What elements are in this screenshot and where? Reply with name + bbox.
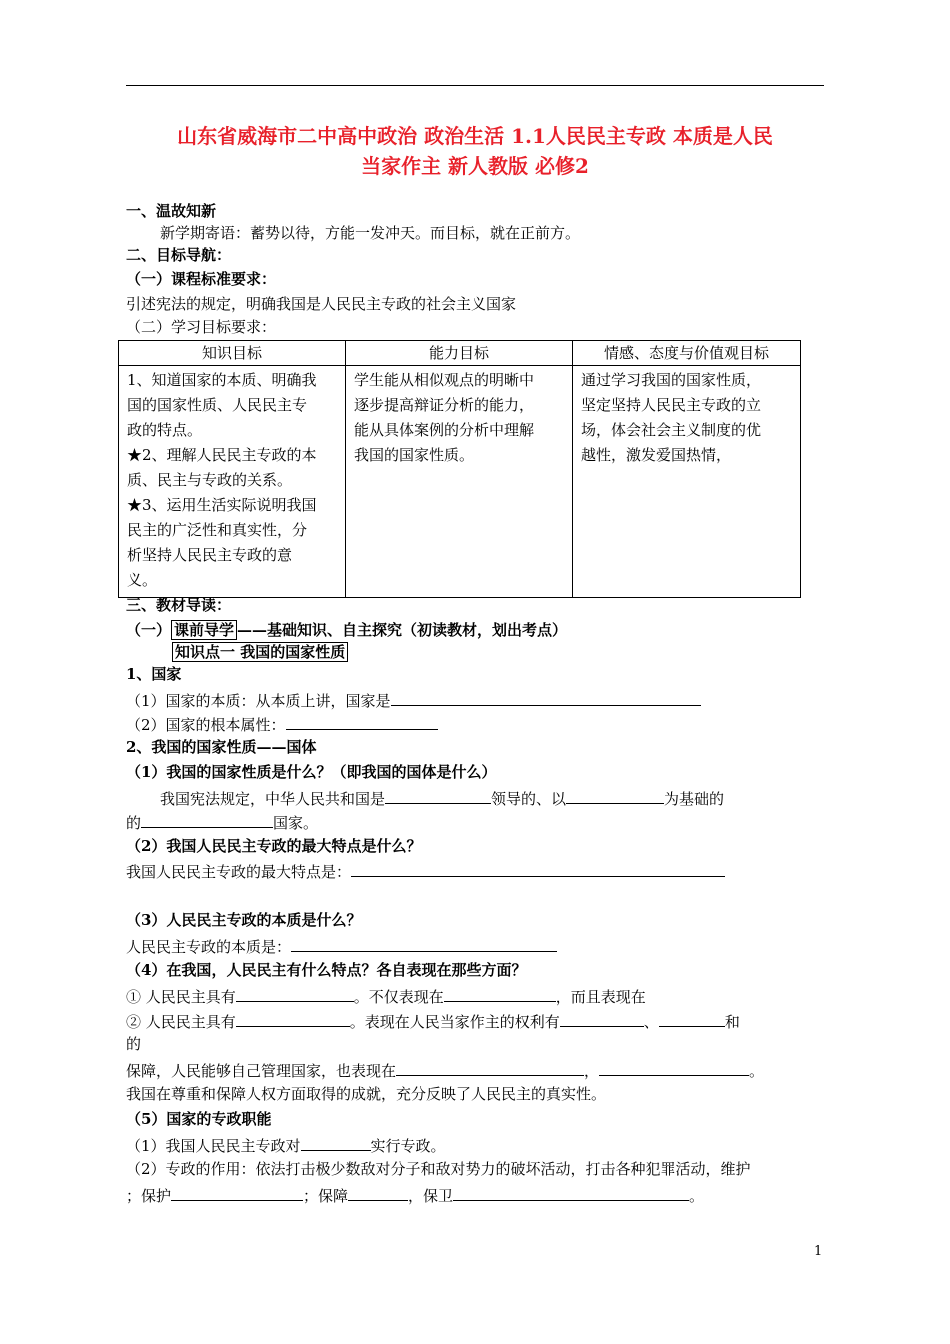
- cell-line: 1、知道国家的本质、明确我: [127, 371, 317, 389]
- blank[interactable]: [396, 1058, 584, 1076]
- question4-line5: 我国在尊重和保障人权方面取得的成就，充分反映了人民民主的真实性。: [126, 1085, 607, 1103]
- question4-line1: [126, 984, 646, 1008]
- section3-sub1-prefix: （一）: [126, 621, 172, 639]
- cell-line: 越性，激发爱国热情，: [581, 446, 732, 464]
- q5-3a: ；保护: [126, 1187, 172, 1205]
- section1-heading: 一、温故知新: [126, 202, 217, 220]
- point1-line2-text: （2）国家的根本属性：: [126, 716, 286, 734]
- cell-line: 逐步提高辩证分析的能力，: [354, 396, 535, 414]
- q5-3c: ，保卫: [408, 1187, 454, 1205]
- table-header-row: [119, 341, 801, 366]
- cell-line: 坚定坚持人民民主专政的立: [581, 396, 762, 414]
- header-emotion: 情感、态度与价值观目标: [573, 341, 801, 366]
- pre-study-box: 课前导学: [171, 620, 237, 640]
- cell-ability: [346, 366, 573, 598]
- blank[interactable]: [385, 786, 491, 804]
- section3-sub1-rest: ——基础知识、自主探究（初读教材，划出考点）: [237, 621, 568, 639]
- blank[interactable]: [291, 934, 557, 952]
- blank[interactable]: [599, 1058, 749, 1076]
- question5: （5）国家的专政职能: [126, 1110, 272, 1128]
- question2: （2）我国人民民主专政的最大特点是什么？: [126, 837, 422, 855]
- header-ability: 能力目标: [346, 341, 573, 366]
- q4-3c: 。: [749, 1062, 765, 1080]
- section2-sub1-text: 引述宪法的规定，明确我国是人民民主专政的社会主义国家: [126, 295, 517, 313]
- page-number: 1: [814, 1244, 823, 1259]
- question4-line4: [126, 1058, 764, 1082]
- q1-text-d: 的: [126, 814, 142, 832]
- point1-line1: [126, 688, 701, 712]
- question5-line3: [126, 1183, 704, 1207]
- section1-text: 新学期寄语：蓄势以待，方能一发冲天。而目标，就在正前方。: [160, 224, 581, 242]
- blank[interactable]: [453, 1183, 689, 1201]
- q4-3a: 保障，人民能够自己管理国家，也表现在: [126, 1062, 397, 1080]
- q4-3b: ，: [584, 1062, 600, 1080]
- knowledge-point-1: [172, 641, 348, 663]
- question4-line2: [126, 1009, 740, 1033]
- question3-line: [126, 934, 557, 958]
- cell-line: 通过学习我国的国家性质，: [581, 371, 762, 389]
- cell-line: ★2、理解人民民主专政的本: [127, 446, 317, 464]
- cell-knowledge: [119, 366, 346, 598]
- q2-text: 我国人民民主专政的最大特点是：: [126, 863, 352, 881]
- header-knowledge: 知识目标: [119, 341, 346, 366]
- cell-line: 民主的广泛性和真实性，分: [127, 521, 308, 539]
- blank[interactable]: [391, 688, 701, 706]
- cell-line: 国的国家性质、人民民主专: [127, 396, 308, 414]
- point1-line1-text: （1）国家的本质：从本质上讲，国家是: [126, 692, 391, 710]
- cell-emotion: [573, 366, 801, 598]
- question5-line1: [126, 1133, 446, 1157]
- q4-1b: 。不仅表现在: [353, 988, 444, 1006]
- q4-2d: 和: [724, 1013, 740, 1031]
- cell-line: 能从具体案例的分析中理解: [354, 421, 535, 439]
- doc-title-line2: 当家作主 新人教版 必修2: [361, 154, 589, 178]
- q5-1a: （1）我国人民民主专政对: [126, 1137, 301, 1155]
- question2-line: [126, 859, 725, 883]
- blank[interactable]: [236, 1009, 350, 1027]
- point1-line2: [126, 712, 438, 736]
- question5-line2: （2）专政的作用：依法打击极少数敌对分子和敌对势力的破坏活动，打击各种犯罪活动，维护: [126, 1160, 751, 1178]
- section3-heading: 三、教材导读：: [126, 596, 232, 614]
- question1: （1）我国的国家性质是什么？（即我国的国体是什么）: [126, 763, 497, 781]
- section2-sub1: （一）课程标准要求：: [126, 270, 277, 288]
- cell-line: 义。: [127, 571, 158, 589]
- q4-2a: ② 人民民主具有: [126, 1013, 236, 1031]
- q4-1c: ，而且表现在: [555, 988, 646, 1006]
- blank[interactable]: [444, 984, 556, 1002]
- cell-line: 政的特点。: [127, 421, 203, 439]
- q1-text-b: 领导的、以: [491, 790, 567, 808]
- cell-line: 我国的国家性质。: [354, 446, 475, 464]
- cell-line: 析坚持人民民主专政的意: [127, 546, 293, 564]
- q4-2c: 、: [643, 1013, 659, 1031]
- table-row: [119, 366, 801, 598]
- blank[interactable]: [286, 712, 438, 730]
- section3-sub1: [126, 619, 567, 641]
- doc-title-line1: 山东省威海市二中高中政治 政治生活 1.1人民民主专政 本质是人民: [177, 124, 773, 148]
- blank[interactable]: [141, 810, 273, 828]
- q1-text-e: 国家。: [273, 814, 319, 832]
- header-rule: [126, 85, 824, 86]
- blank[interactable]: [236, 984, 354, 1002]
- cell-line: 质、民主与专政的关系。: [127, 471, 293, 489]
- question4: （4）在我国，人民民主有什么特点？各自表现在那些方面？: [126, 961, 527, 979]
- cell-line: 学生能从相似观点的明晰中: [354, 371, 535, 389]
- blank[interactable]: [351, 859, 725, 877]
- q4-2b: 。表现在人民当家作主的权利有: [349, 1013, 560, 1031]
- blank[interactable]: [171, 1183, 303, 1201]
- q5-3d: 。: [689, 1187, 705, 1205]
- q5-3b: ；保障: [303, 1187, 349, 1205]
- q1-text-a: 我国宪法规定，中华人民共和国是: [160, 790, 386, 808]
- q5-1b: 实行专政。: [370, 1137, 446, 1155]
- point2-heading: 2、我国的国家性质——国体: [126, 738, 317, 756]
- question1-line1: [160, 786, 724, 810]
- blank[interactable]: [348, 1183, 408, 1201]
- q4-1a: ① 人民民主具有: [126, 988, 236, 1006]
- cell-line: 场，体会社会主义制度的优: [581, 421, 762, 439]
- q3-text: 人民民主专政的本质是：: [126, 938, 292, 956]
- blank[interactable]: [560, 1009, 644, 1027]
- question4-line3: 的: [126, 1035, 142, 1053]
- cell-line: ★3、运用生活实际说明我国: [127, 496, 317, 514]
- blank[interactable]: [566, 786, 664, 804]
- q1-text-c: 为基础的: [664, 790, 725, 808]
- question3: （3）人民民主专政的本质是什么？: [126, 911, 362, 929]
- goals-table: [118, 340, 801, 598]
- knowledge-point-1-box: 知识点一 我国的国家性质: [172, 642, 348, 662]
- section2-sub2: （二）学习目标要求：: [126, 318, 277, 336]
- blank[interactable]: [301, 1133, 371, 1151]
- point1-heading: 1、国家: [126, 665, 182, 683]
- blank[interactable]: [659, 1009, 725, 1027]
- question1-line2: [126, 810, 318, 834]
- section2-heading: 二、目标导航：: [126, 246, 232, 264]
